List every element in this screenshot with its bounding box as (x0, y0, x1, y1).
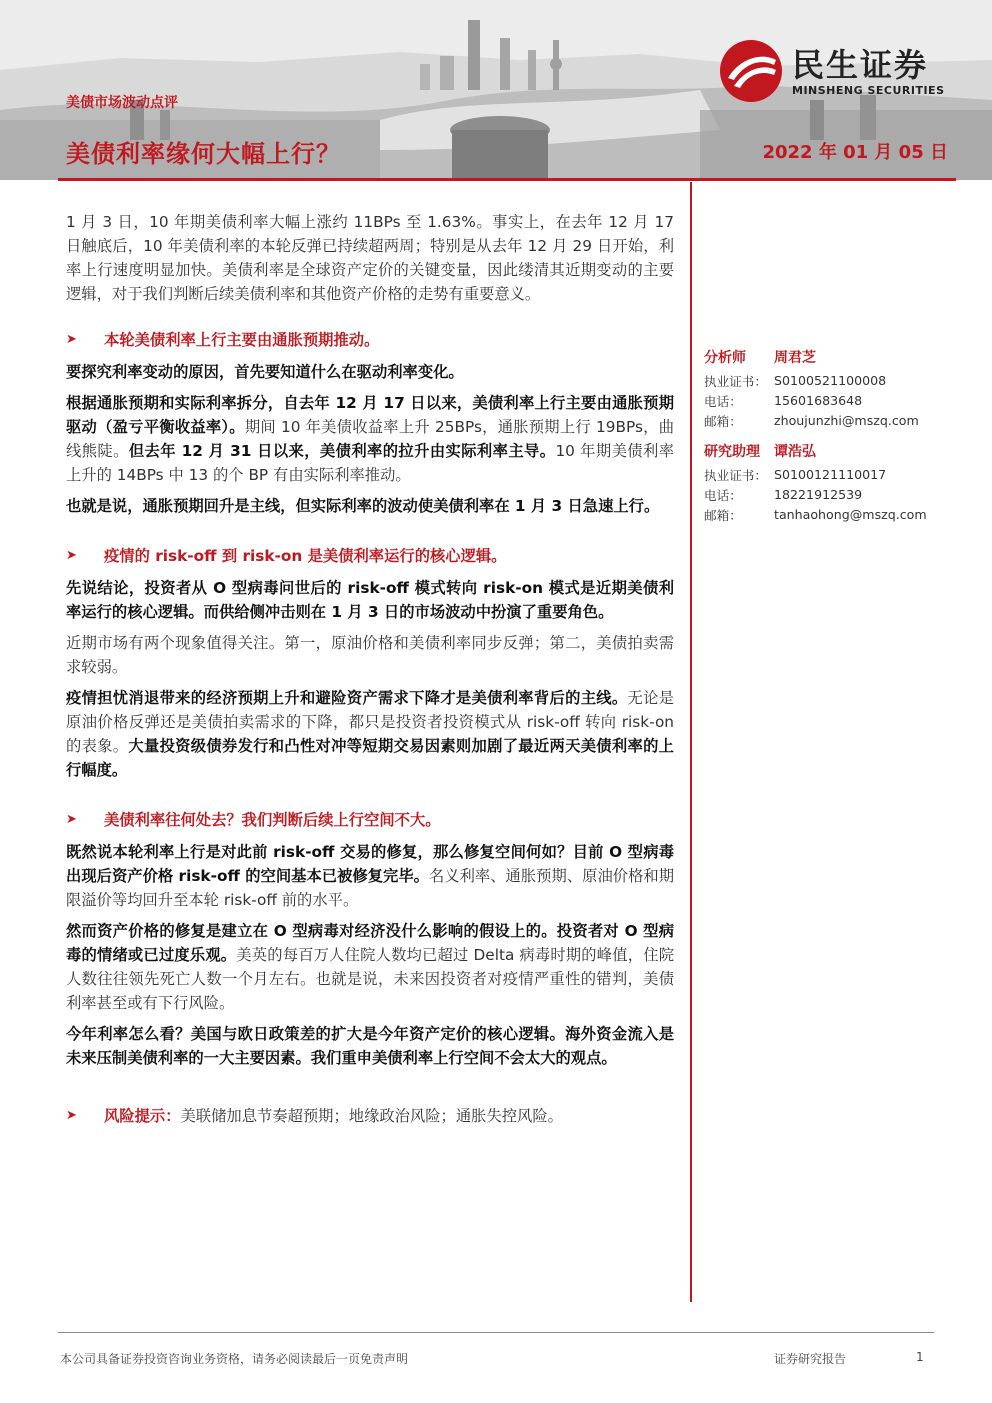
section-heading-text: 疫情的 risk-off 到 risk-on 是美债利率运行的核心逻辑。 (104, 547, 507, 565)
column-divider (690, 182, 692, 1302)
risk-warning (66, 1104, 674, 1128)
header-divider (58, 178, 956, 181)
arrowhead-icon: ➤ (66, 332, 77, 347)
body-text: 10 年期美债利率上升的 14BPs 中 13 的个 BP 有由实际利率推动。 (66, 442, 674, 484)
bold-text: 也就是说，通胀预期回升是主线，但实际利率的波动使美债利率在 1 月 3 日急速上行。 (66, 497, 660, 515)
email-label: 邮箱： (704, 413, 742, 429)
analyst-card (704, 344, 964, 430)
arrowhead-icon: ➤ (66, 548, 77, 563)
analyst-name: 周君芝 (774, 350, 816, 366)
bold-text: 但去年 12 月 31 日以来，美债利率的拉升由实际利率主导。 (128, 442, 556, 460)
logo-english-name: MINSHENG SECURITIES (792, 84, 945, 97)
minsheng-logo-icon (718, 38, 784, 104)
paragraph (66, 840, 674, 912)
body-text: 美英的每百万人住院人数均已超过 Delta 病毒时期的峰值，住院人数往往领先死亡人数一个月左右。也就是说，未来因投资者对疫情严重性的错判，美债利率甚至或有下行风险。 (66, 946, 674, 1012)
cert-number: S0100121110017 (774, 466, 887, 482)
paragraph (66, 360, 674, 384)
body-text: 无论是原油价格反弹还是美债拍卖需求的下降，都只是投资者投资模式从 risk-off 转向 risk-on 的表象。 (66, 689, 674, 755)
report-date: 2022 年 01 月 05 日 (762, 142, 948, 163)
analyst-role: 分析师 (704, 350, 746, 366)
paragraph (66, 576, 674, 624)
risk-label: 风险提示： (104, 1107, 181, 1125)
section-heading (66, 808, 674, 832)
analyst-role: 研究助理 (704, 444, 760, 460)
paragraph (66, 1022, 674, 1070)
bold-text: 根据通胀预期和实际利率拆分，自去年 12 月 17 日以来，美债利率上行主要由通胀预期驱动（盈亏平衡收益率）。 (66, 394, 674, 436)
section-heading-text: 美债利率往何处去？我们判断后续上行空间不大。 (104, 811, 441, 829)
section-heading (66, 544, 674, 568)
cert-number: S0100521100008 (774, 372, 887, 388)
paragraph (66, 391, 674, 487)
paragraph (66, 494, 674, 518)
bold-text: 大量投资级债券发行和凸性对冲等短期交易因素则加剧了最近两天美债利率的上行幅度。 (66, 737, 674, 779)
phone-label: 电话： (704, 487, 742, 503)
email-address[interactable]: zhoujunzhi@mszq.com (774, 412, 919, 428)
cert-label: 执业证书： (704, 467, 767, 483)
bold-text: 今年利率怎么看？美国与欧日政策差的扩大是今年资产定价的核心逻辑。海外资金流入是未来压制美债利率的一大主要因素。我们重申美债利率上行空间不会太大的观点。 (66, 1025, 674, 1067)
arrowhead-icon: ➤ (66, 812, 77, 827)
footer-disclaimer: 本公司具备证券投资咨询业务资格，请务必阅读最后一页免责声明 (60, 1352, 409, 1366)
analyst-sidebar (704, 344, 964, 524)
page-number: 1 (916, 1350, 924, 1364)
phone-label: 电话： (704, 393, 742, 409)
email-label: 邮箱： (704, 507, 742, 523)
paragraph (66, 919, 674, 1015)
footer-divider (58, 1332, 934, 1333)
page-title: 美债利率缘何大幅上行？ (66, 140, 341, 168)
bold-text: 然而资产价格的修复是建立在 O 型病毒对经济没什么影响的假设上的。投资者对 O 型病毒的情绪或已过度乐观。 (66, 922, 674, 964)
footer-report-type: 证券研究报告 (774, 1352, 847, 1366)
risk-text: 美联储加息节奏超预期；地缘政治风险；通胀失控风险。 (180, 1107, 563, 1125)
bold-text: 疫情担忧消退带来的经济预期上升和避险资产需求下降才是美债利率背后的主线。 (66, 689, 628, 707)
series-label: 美债市场波动点评 (66, 95, 178, 111)
phone-number: 18221912539 (774, 486, 863, 502)
intro-paragraph: 1 月 3 日，10 年期美债利率大幅上涨约 11BPs 至 1.63%。事实上，在去年 12 月 17 日触底后，10 年美债利率的本轮反弹已持续超两周；特别是从去年 12 月 29 日开始，利率上行速度明显加快。美债利率是全球资产定价的关键变量，因此缕清其近期变动的主要逻辑，对于我们判断后续美债利率和其他资产价格的走势有重要意义。 (66, 213, 674, 303)
body-text: 近期市场有两个现象值得关注。第一，原油价格和美债利率同步反弹；第二，美债拍卖需求较弱。 (66, 634, 674, 676)
company-logo (718, 38, 968, 98)
phone-number: 15601683648 (774, 392, 863, 408)
bold-text: 要探究利率变动的原因，首先要知道什么在驱动利率变化。 (66, 363, 464, 381)
body-text: 名义利率、通胀预期、原油价格和期限溢价等均回升至本轮 risk-off 前的水平。 (66, 867, 674, 909)
paragraph (66, 631, 674, 679)
header-banner (0, 0, 992, 180)
section-heading-text: 本轮美债利率上行主要由通胀预期推动。 (104, 331, 380, 349)
body-text: 期间 10 年美债收益率上升 25BPs，通胀预期上行 19BPs，曲线熊陡。 (66, 418, 675, 460)
report-body (66, 210, 674, 1136)
cert-label: 执业证书： (704, 373, 767, 389)
email-address[interactable]: tanhaohong@mszq.com (774, 506, 927, 522)
analyst-name: 谭浩弘 (774, 444, 816, 460)
bold-text: 既然说本轮利率上行是对此前 risk-off 交易的修复，那么修复空间何如？目前 O 型病毒出现后资产价格 risk-off 的空间基本已被修复完毕。 (66, 843, 674, 885)
paragraph (66, 686, 674, 782)
arrowhead-icon: ➤ (66, 1108, 77, 1123)
logo-chinese-name: 民生证券 (792, 46, 929, 84)
section-heading (66, 328, 674, 352)
analyst-card (704, 438, 964, 524)
bold-text: 先说结论，投资者从 O 型病毒问世后的 risk-off 模式转向 risk-on 模式是近期美债利率运行的核心逻辑。而供给侧冲击则在 1 月 3 日的市场波动中扮演了重要角色。 (66, 579, 674, 621)
